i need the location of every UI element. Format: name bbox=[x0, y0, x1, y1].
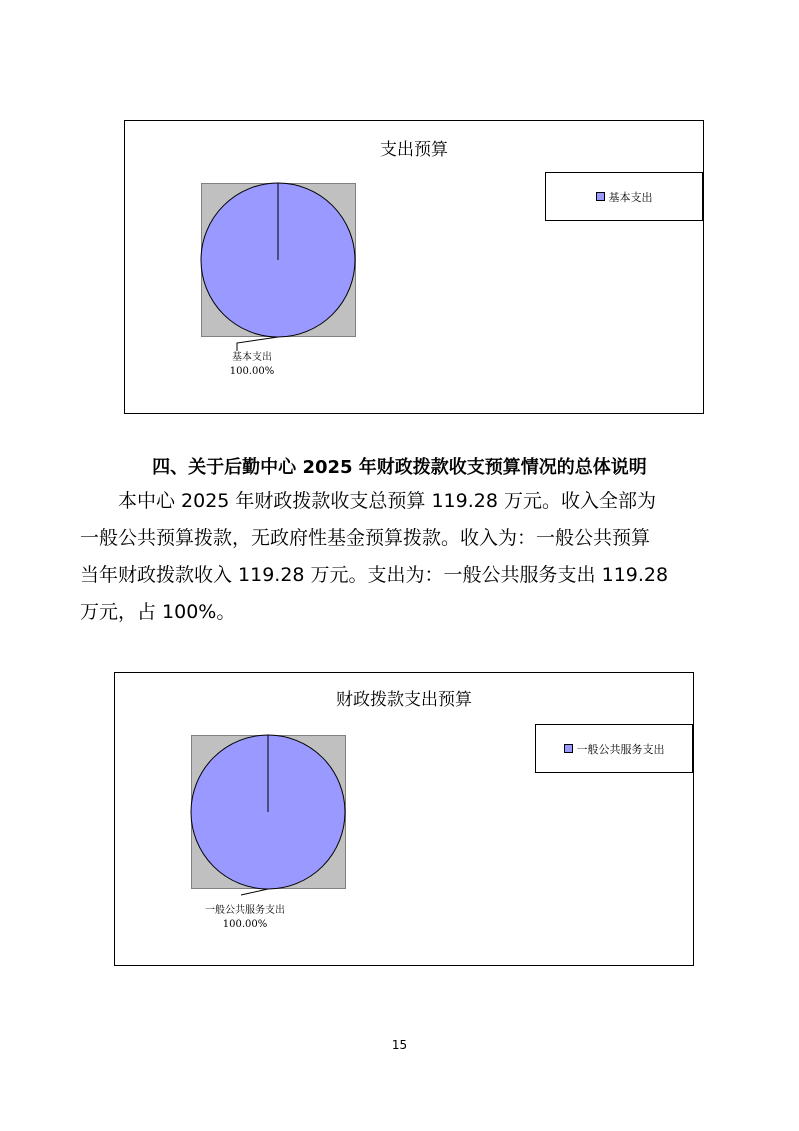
data-label-name: 基本支出 bbox=[232, 352, 272, 363]
chart-fiscal-appropriation-expenditure-budget bbox=[114, 672, 694, 966]
data-label-percent: 100.00% bbox=[222, 919, 268, 930]
chart-legend bbox=[535, 724, 693, 773]
legend-entry: 一般公共服务支出 bbox=[576, 742, 665, 756]
section-heading: 四、关于后勤中心 2025 年财政拨款收支预算情况的总体说明 bbox=[152, 457, 647, 478]
chart-expenditure-budget bbox=[124, 120, 704, 414]
data-label-name: 一般公共服务支出 bbox=[205, 905, 285, 916]
paragraph-line: 一般公共预算拨款，无政府性基金预算拨款。收入为：一般公共预算 bbox=[80, 527, 651, 549]
section-paragraph bbox=[80, 483, 722, 631]
legend-swatch bbox=[596, 192, 605, 201]
pie-data-label bbox=[185, 904, 305, 932]
paragraph-line: 本中心 2025 年财政拨款收支总预算 119.28 万元。收入全部为 bbox=[118, 490, 656, 512]
data-label-leader-line bbox=[241, 889, 268, 895]
page-number: 15 bbox=[391, 1038, 408, 1052]
paragraph-line: 当年财政拨款收入 119.28 万元。支出为：一般公共服务支出 119.28 bbox=[80, 564, 669, 586]
chart-title: 财政拨款支出预算 bbox=[336, 690, 472, 710]
legend-entry: 基本支出 bbox=[608, 190, 653, 204]
legend-swatch bbox=[564, 744, 573, 753]
data-label-percent: 100.00% bbox=[229, 366, 275, 377]
paragraph-line: 万元，占 100%。 bbox=[80, 601, 236, 623]
data-label-leader-line bbox=[237, 337, 278, 351]
chart-legend bbox=[545, 172, 703, 221]
chart-title: 支出预算 bbox=[380, 140, 448, 160]
pie-data-label bbox=[207, 351, 297, 379]
